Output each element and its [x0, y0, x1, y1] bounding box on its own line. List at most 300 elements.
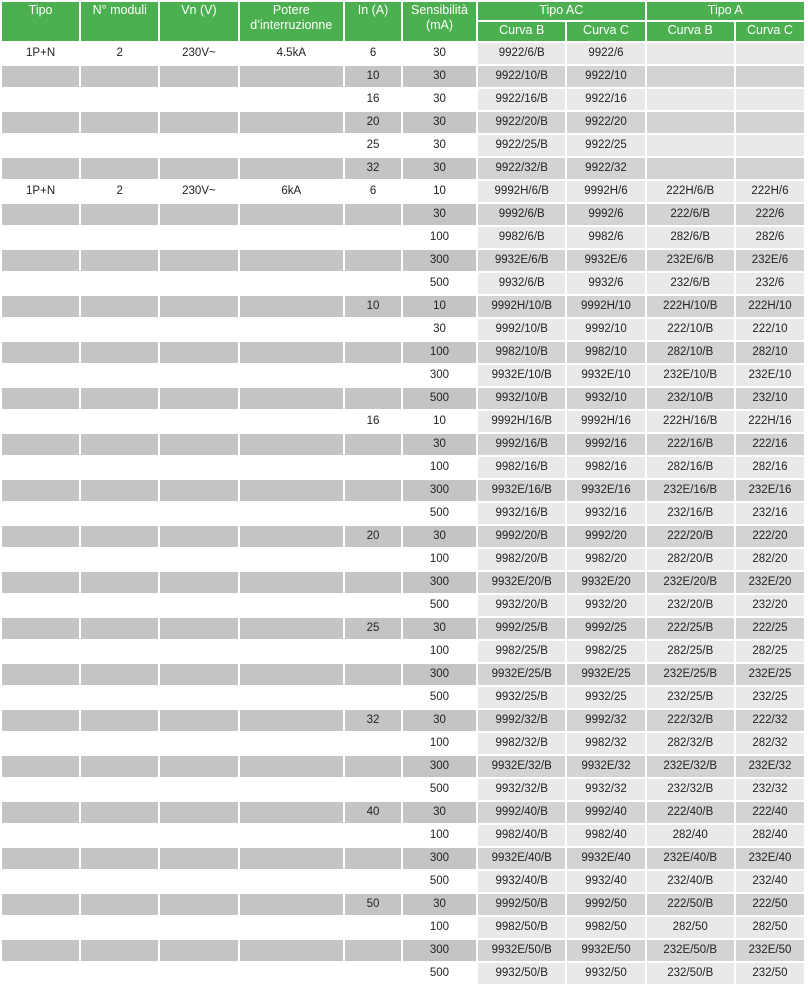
table-row	[2, 618, 804, 639]
cell-a-curva-c: 222/10	[736, 319, 804, 340]
cell-sensibilita: 30	[403, 89, 476, 110]
cell-potere	[240, 733, 344, 754]
cell-potere	[240, 618, 344, 639]
cell-moduli	[81, 802, 158, 823]
cell-ac-curva-b: 9932E/40/B	[478, 848, 565, 869]
cell-ac-curva-b: 9992H/6/B	[478, 181, 565, 202]
cell-a-curva-b	[647, 89, 734, 110]
table-row	[2, 756, 804, 777]
cell-sensibilita: 500	[403, 779, 476, 800]
cell-in: 16	[345, 89, 401, 110]
cell-in: 10	[345, 296, 401, 317]
cell-potere	[240, 917, 344, 938]
cell-ac-curva-b: 9932E/16/B	[478, 480, 565, 501]
cell-moduli	[81, 135, 158, 156]
table-row	[2, 43, 804, 64]
cell-sensibilita: 10	[403, 411, 476, 432]
cell-tipo	[2, 664, 79, 685]
cell-tipo	[2, 871, 79, 892]
table-row	[2, 710, 804, 731]
cell-vn	[160, 158, 237, 179]
table-row	[2, 503, 804, 524]
cell-ac-curva-c: 9982/32	[567, 733, 644, 754]
cell-sensibilita: 30	[403, 158, 476, 179]
cell-a-curva-c: 222H/10	[736, 296, 804, 317]
cell-vn	[160, 871, 237, 892]
cell-moduli	[81, 204, 158, 225]
cell-vn	[160, 66, 237, 87]
header-moduli: N° moduli	[81, 2, 158, 41]
cell-moduli	[81, 825, 158, 846]
cell-a-curva-c: 232E/6	[736, 250, 804, 271]
cell-a-curva-b	[647, 66, 734, 87]
cell-a-curva-b	[647, 135, 734, 156]
cell-a-curva-c: 232/40	[736, 871, 804, 892]
cell-ac-curva-c: 9932E/25	[567, 664, 644, 685]
table-row	[2, 342, 804, 363]
header-a-curva-b: Curva B	[647, 22, 734, 41]
cell-sensibilita: 500	[403, 871, 476, 892]
cell-ac-curva-c: 9932E/20	[567, 572, 644, 593]
cell-potere	[240, 319, 344, 340]
cell-tipo	[2, 848, 79, 869]
cell-potere: 6kA	[240, 181, 344, 202]
cell-potere	[240, 250, 344, 271]
cell-sensibilita: 30	[403, 112, 476, 133]
cell-ac-curva-c: 9982/20	[567, 549, 644, 570]
cell-a-curva-b: 282/20/B	[647, 549, 734, 570]
cell-ac-curva-c: 9982/6	[567, 227, 644, 248]
cell-tipo	[2, 388, 79, 409]
cell-in	[345, 825, 401, 846]
cell-moduli	[81, 664, 158, 685]
cell-potere	[240, 940, 344, 961]
cell-potere	[240, 89, 344, 110]
cell-potere	[240, 66, 344, 87]
cell-a-curva-c: 282/25	[736, 641, 804, 662]
cell-sensibilita: 300	[403, 664, 476, 685]
cell-tipo	[2, 227, 79, 248]
cell-in: 10	[345, 66, 401, 87]
cell-potere	[240, 871, 344, 892]
cell-potere	[240, 687, 344, 708]
cell-in	[345, 779, 401, 800]
header-sens-line2: (mA)	[425, 18, 454, 32]
table-row	[2, 664, 804, 685]
cell-moduli	[81, 319, 158, 340]
cell-a-curva-b: 222H/16/B	[647, 411, 734, 432]
cell-tipo	[2, 756, 79, 777]
header-potere-line1: Potere	[272, 3, 310, 17]
cell-potere	[240, 388, 344, 409]
cell-moduli	[81, 940, 158, 961]
cell-ac-curva-c: 9982/10	[567, 342, 644, 363]
cell-vn	[160, 112, 237, 133]
cell-a-curva-c	[736, 135, 804, 156]
cell-ac-curva-c: 9932/20	[567, 595, 644, 616]
cell-a-curva-b: 282/6/B	[647, 227, 734, 248]
cell-ac-curva-b: 9992/32/B	[478, 710, 565, 731]
cell-vn	[160, 204, 237, 225]
cell-a-curva-c: 222/50	[736, 894, 804, 915]
cell-sensibilita: 100	[403, 917, 476, 938]
cell-potere	[240, 825, 344, 846]
header-ac-curva-c: Curva C	[567, 22, 644, 41]
cell-vn: 230V~	[160, 181, 237, 202]
header-a-curva-c: Curva C	[736, 22, 804, 41]
cell-potere	[240, 158, 344, 179]
cell-moduli	[81, 112, 158, 133]
table-row	[2, 802, 804, 823]
cell-vn	[160, 572, 237, 593]
table-row	[2, 89, 804, 110]
cell-ac-curva-c: 9992/32	[567, 710, 644, 731]
cell-ac-curva-c: 9932/16	[567, 503, 644, 524]
cell-tipo	[2, 296, 79, 317]
cell-a-curva-c: 282/20	[736, 549, 804, 570]
cell-a-curva-b: 222/6/B	[647, 204, 734, 225]
cell-potere	[240, 503, 344, 524]
cell-vn	[160, 135, 237, 156]
cell-a-curva-c: 222/25	[736, 618, 804, 639]
cell-a-curva-c: 232/16	[736, 503, 804, 524]
cell-a-curva-b: 232/10/B	[647, 388, 734, 409]
cell-a-curva-b: 232E/6/B	[647, 250, 734, 271]
cell-a-curva-b	[647, 158, 734, 179]
cell-ac-curva-c: 9932/25	[567, 687, 644, 708]
cell-ac-curva-b: 9982/6/B	[478, 227, 565, 248]
header-potere-line2: d’interruzionne	[250, 18, 333, 32]
cell-in: 32	[345, 158, 401, 179]
cell-sensibilita: 30	[403, 434, 476, 455]
cell-ac-curva-c: 9992H/16	[567, 411, 644, 432]
cell-potere	[240, 779, 344, 800]
cell-potere	[240, 802, 344, 823]
cell-a-curva-c: 232/10	[736, 388, 804, 409]
table-row	[2, 894, 804, 915]
cell-in	[345, 572, 401, 593]
cell-vn	[160, 641, 237, 662]
cell-ac-curva-c: 9982/40	[567, 825, 644, 846]
cell-a-curva-c: 232/20	[736, 595, 804, 616]
table-row	[2, 411, 804, 432]
cell-tipo	[2, 825, 79, 846]
cell-a-curva-b: 232/32/B	[647, 779, 734, 800]
cell-a-curva-c: 232E/16	[736, 480, 804, 501]
cell-in	[345, 549, 401, 570]
cell-sensibilita: 100	[403, 825, 476, 846]
cell-tipo	[2, 779, 79, 800]
cell-ac-curva-b: 9932/6/B	[478, 273, 565, 294]
table-row	[2, 135, 804, 156]
cell-moduli	[81, 733, 158, 754]
cell-sensibilita: 30	[403, 710, 476, 731]
cell-ac-curva-b: 9932E/10/B	[478, 365, 565, 386]
cell-in: 25	[345, 618, 401, 639]
cell-a-curva-c	[736, 66, 804, 87]
cell-tipo	[2, 963, 79, 984]
cell-potere	[240, 710, 344, 731]
header-tipo-ac: Tipo AC	[478, 2, 645, 20]
header-vn: Vn (V)	[160, 2, 237, 41]
cell-in	[345, 595, 401, 616]
cell-vn	[160, 825, 237, 846]
cell-vn	[160, 457, 237, 478]
cell-vn	[160, 756, 237, 777]
cell-ac-curva-b: 9932E/6/B	[478, 250, 565, 271]
cell-vn	[160, 296, 237, 317]
cell-tipo	[2, 457, 79, 478]
cell-a-curva-c: 232/25	[736, 687, 804, 708]
table-row	[2, 687, 804, 708]
cell-a-curva-b: 232/25/B	[647, 687, 734, 708]
table-row	[2, 825, 804, 846]
cell-vn: 230V~	[160, 43, 237, 64]
cell-sensibilita: 500	[403, 687, 476, 708]
cell-a-curva-b: 232E/20/B	[647, 572, 734, 593]
cell-sensibilita: 500	[403, 273, 476, 294]
cell-ac-curva-b: 9992/10/B	[478, 319, 565, 340]
cell-ac-curva-c: 9922/32	[567, 158, 644, 179]
cell-vn	[160, 733, 237, 754]
cell-moduli	[81, 365, 158, 386]
cell-vn	[160, 894, 237, 915]
cell-ac-curva-b: 9982/20/B	[478, 549, 565, 570]
cell-a-curva-b: 222/25/B	[647, 618, 734, 639]
cell-moduli	[81, 687, 158, 708]
cell-a-curva-b: 222H/10/B	[647, 296, 734, 317]
cell-moduli	[81, 641, 158, 662]
table-row	[2, 848, 804, 869]
cell-vn	[160, 434, 237, 455]
cell-vn	[160, 549, 237, 570]
cell-ac-curva-c: 9992H/10	[567, 296, 644, 317]
cell-in	[345, 273, 401, 294]
cell-potere	[240, 549, 344, 570]
cell-ac-curva-b: 9992/6/B	[478, 204, 565, 225]
table-row	[2, 641, 804, 662]
cell-tipo	[2, 641, 79, 662]
cell-vn	[160, 618, 237, 639]
cell-sensibilita: 30	[403, 802, 476, 823]
cell-in: 40	[345, 802, 401, 823]
cell-tipo	[2, 480, 79, 501]
cell-tipo	[2, 802, 79, 823]
cell-ac-curva-c: 9992/10	[567, 319, 644, 340]
cell-a-curva-c: 282/40	[736, 825, 804, 846]
table-row	[2, 733, 804, 754]
table-row	[2, 940, 804, 961]
cell-potere: 4.5kA	[240, 43, 344, 64]
cell-vn	[160, 480, 237, 501]
cell-ac-curva-b: 9932/40/B	[478, 871, 565, 892]
cell-in: 50	[345, 894, 401, 915]
cell-a-curva-b	[647, 112, 734, 133]
cell-potere	[240, 135, 344, 156]
cell-sensibilita: 30	[403, 43, 476, 64]
cell-a-curva-c: 282/50	[736, 917, 804, 938]
cell-ac-curva-c: 9932/40	[567, 871, 644, 892]
cell-tipo	[2, 618, 79, 639]
cell-a-curva-b: 232/20/B	[647, 595, 734, 616]
cell-tipo	[2, 89, 79, 110]
cell-ac-curva-b: 9992H/16/B	[478, 411, 565, 432]
cell-moduli	[81, 342, 158, 363]
cell-a-curva-b: 222H/6/B	[647, 181, 734, 202]
cell-a-curva-c: 282/6	[736, 227, 804, 248]
cell-vn	[160, 273, 237, 294]
cell-in	[345, 319, 401, 340]
cell-a-curva-c: 232E/50	[736, 940, 804, 961]
cell-sensibilita: 500	[403, 388, 476, 409]
table-row	[2, 204, 804, 225]
cell-moduli	[81, 434, 158, 455]
cell-a-curva-b: 232/16/B	[647, 503, 734, 524]
cell-tipo	[2, 365, 79, 386]
cell-ac-curva-c: 9982/16	[567, 457, 644, 478]
cell-sensibilita: 300	[403, 480, 476, 501]
cell-in: 20	[345, 112, 401, 133]
cell-ac-curva-c: 9992/25	[567, 618, 644, 639]
cell-in: 16	[345, 411, 401, 432]
cell-ac-curva-b: 9932/25/B	[478, 687, 565, 708]
cell-vn	[160, 940, 237, 961]
cell-potere	[240, 848, 344, 869]
cell-ac-curva-c: 9932E/40	[567, 848, 644, 869]
table-row	[2, 871, 804, 892]
cell-a-curva-c: 282/10	[736, 342, 804, 363]
cell-in	[345, 480, 401, 501]
cell-in	[345, 917, 401, 938]
cell-sensibilita: 30	[403, 135, 476, 156]
cell-moduli	[81, 549, 158, 570]
cell-ac-curva-c: 9932/10	[567, 388, 644, 409]
cell-moduli	[81, 66, 158, 87]
cell-ac-curva-b: 9922/20/B	[478, 112, 565, 133]
cell-tipo: 1P+N	[2, 43, 79, 64]
cell-ac-curva-b: 9992H/10/B	[478, 296, 565, 317]
cell-a-curva-b: 232E/32/B	[647, 756, 734, 777]
cell-a-curva-c: 222/40	[736, 802, 804, 823]
cell-tipo	[2, 204, 79, 225]
cell-potere	[240, 296, 344, 317]
cell-ac-curva-c: 9932E/16	[567, 480, 644, 501]
cell-in	[345, 250, 401, 271]
table-header	[2, 2, 804, 41]
cell-vn	[160, 848, 237, 869]
cell-a-curva-c: 232E/20	[736, 572, 804, 593]
cell-a-curva-c: 222/32	[736, 710, 804, 731]
cell-a-curva-c: 222H/6	[736, 181, 804, 202]
cell-ac-curva-c: 9932/6	[567, 273, 644, 294]
cell-ac-curva-b: 9932/16/B	[478, 503, 565, 524]
table-row	[2, 181, 804, 202]
cell-sensibilita: 300	[403, 250, 476, 271]
table-row	[2, 319, 804, 340]
cell-ac-curva-b: 9982/10/B	[478, 342, 565, 363]
cell-ac-curva-b: 9932E/25/B	[478, 664, 565, 685]
cell-ac-curva-b: 9982/16/B	[478, 457, 565, 478]
cell-tipo: 1P+N	[2, 181, 79, 202]
cell-a-curva-b: 232/6/B	[647, 273, 734, 294]
table-row	[2, 480, 804, 501]
cell-potere	[240, 112, 344, 133]
table-row	[2, 296, 804, 317]
table-row	[2, 365, 804, 386]
cell-tipo	[2, 250, 79, 271]
table-row	[2, 963, 804, 984]
cell-ac-curva-c: 9992H/6	[567, 181, 644, 202]
cell-in: 20	[345, 526, 401, 547]
header-potere	[240, 2, 344, 41]
cell-a-curva-b: 222/10/B	[647, 319, 734, 340]
cell-a-curva-c: 232E/10	[736, 365, 804, 386]
cell-moduli	[81, 848, 158, 869]
cell-vn	[160, 227, 237, 248]
cell-ac-curva-c: 9932E/10	[567, 365, 644, 386]
cell-in	[345, 204, 401, 225]
table-row	[2, 250, 804, 271]
cell-moduli: 2	[81, 43, 158, 64]
table-row	[2, 434, 804, 455]
cell-vn	[160, 664, 237, 685]
cell-in: 32	[345, 710, 401, 731]
cell-sensibilita: 30	[403, 204, 476, 225]
cell-ac-curva-b: 9922/25/B	[478, 135, 565, 156]
table-row	[2, 595, 804, 616]
cell-a-curva-c: 222H/16	[736, 411, 804, 432]
cell-ac-curva-b: 9982/32/B	[478, 733, 565, 754]
cell-ac-curva-c: 9992/50	[567, 894, 644, 915]
table-body	[2, 43, 804, 984]
cell-a-curva-c: 232/32	[736, 779, 804, 800]
cell-tipo	[2, 595, 79, 616]
cell-ac-curva-c: 9932E/50	[567, 940, 644, 961]
cell-a-curva-c: 282/32	[736, 733, 804, 754]
cell-tipo	[2, 894, 79, 915]
table-row	[2, 526, 804, 547]
cell-vn	[160, 802, 237, 823]
cell-a-curva-c: 232E/32	[736, 756, 804, 777]
cell-a-curva-c	[736, 43, 804, 64]
cell-ac-curva-c: 9932E/32	[567, 756, 644, 777]
cell-moduli	[81, 710, 158, 731]
table-row	[2, 227, 804, 248]
cell-a-curva-b: 222/16/B	[647, 434, 734, 455]
cell-potere	[240, 756, 344, 777]
cell-in	[345, 940, 401, 961]
cell-moduli	[81, 595, 158, 616]
cell-sensibilita: 30	[403, 894, 476, 915]
cell-ac-curva-c: 9922/20	[567, 112, 644, 133]
cell-potere	[240, 595, 344, 616]
cell-vn	[160, 250, 237, 271]
cell-a-curva-b	[647, 43, 734, 64]
cell-tipo	[2, 733, 79, 754]
cell-a-curva-b: 232E/10/B	[647, 365, 734, 386]
cell-sensibilita: 10	[403, 296, 476, 317]
cell-sensibilita: 300	[403, 365, 476, 386]
cell-vn	[160, 710, 237, 731]
cell-vn	[160, 89, 237, 110]
cell-sensibilita: 300	[403, 572, 476, 593]
cell-moduli	[81, 894, 158, 915]
cell-moduli	[81, 871, 158, 892]
cell-vn	[160, 503, 237, 524]
table-row	[2, 549, 804, 570]
cell-vn	[160, 365, 237, 386]
cell-vn	[160, 779, 237, 800]
